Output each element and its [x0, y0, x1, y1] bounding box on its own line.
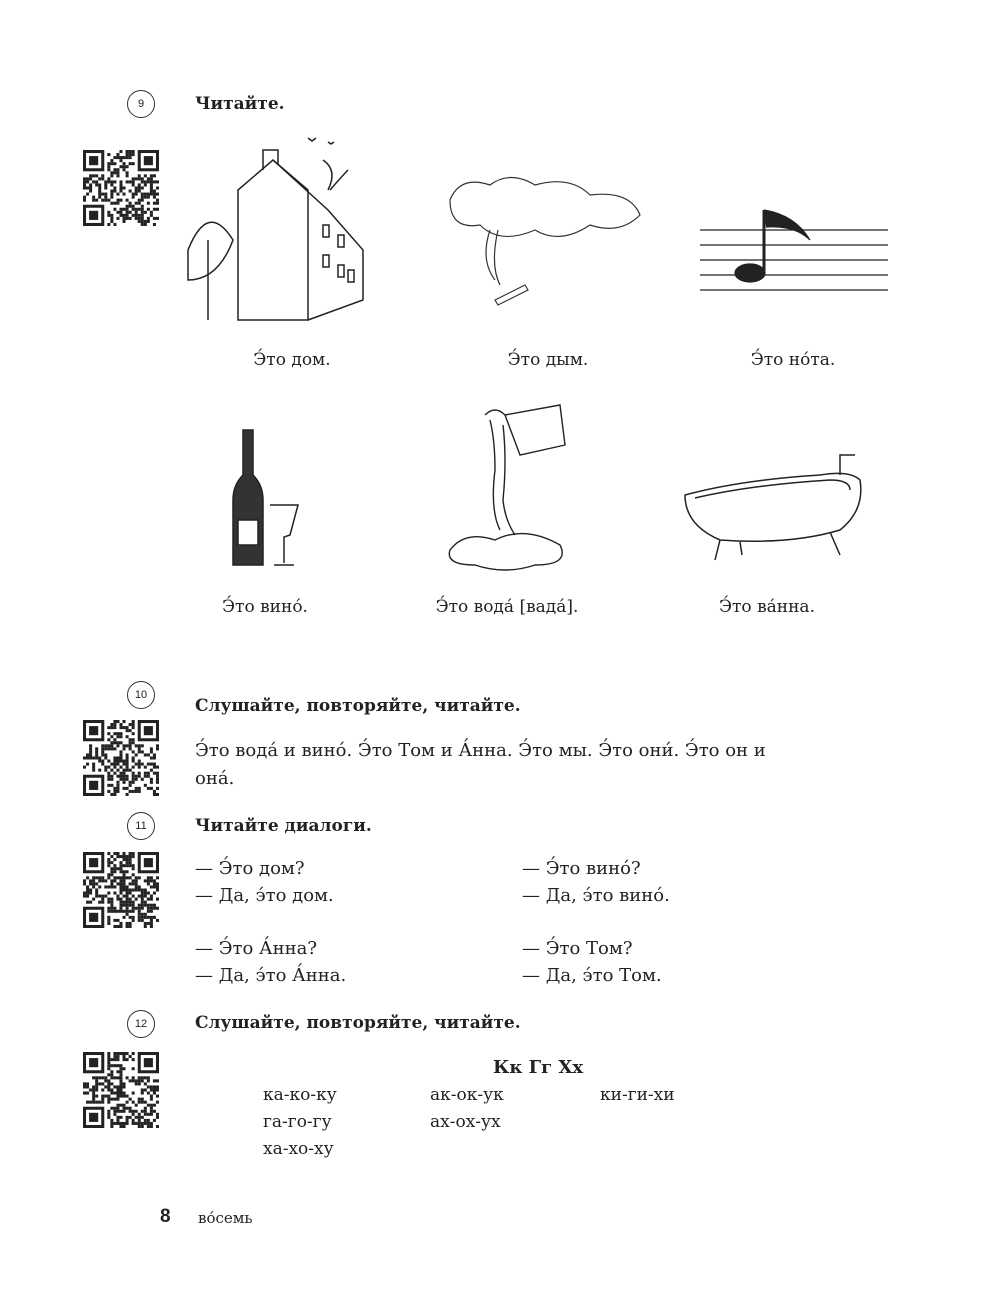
dialog-line: — Э́то А́нна?	[195, 938, 318, 959]
exercise-number: 11	[127, 812, 155, 840]
dialog-line: — Э́то Том?	[522, 938, 633, 959]
bathtub-illustration	[680, 450, 870, 565]
caption: Э́то вода́ [вада́].	[435, 597, 579, 617]
caption: Э́то но́та.	[750, 350, 836, 370]
page-number: 8	[160, 1206, 171, 1227]
qr-code[interactable]	[83, 720, 159, 796]
exercise-number: 12	[127, 1010, 155, 1038]
exercise-title: Читайте диалоги.	[195, 816, 372, 836]
letters-heading: Кк Гг Хх	[493, 1057, 584, 1078]
syllables: ах-ох-ух	[430, 1112, 501, 1132]
qr-code[interactable]	[83, 150, 159, 226]
qr-code[interactable]	[83, 852, 159, 928]
page-number-word: во́семь	[198, 1209, 253, 1227]
caption: Э́то дым.	[507, 350, 589, 370]
house-illustration	[178, 130, 373, 330]
dialog-line: — Э́то вино́?	[522, 858, 641, 879]
dialog-line: — Да, э́то вино́.	[522, 885, 670, 906]
musical-note-illustration	[700, 205, 890, 295]
syllables: ка-ко-ку	[263, 1085, 337, 1105]
wine-illustration	[228, 425, 303, 575]
exercise-text: она́.	[195, 768, 235, 789]
exercise-number: 10	[127, 681, 155, 709]
caption: Э́то вино́.	[222, 597, 308, 617]
syllables: га-го-гу	[263, 1112, 332, 1132]
smoke-illustration	[440, 170, 650, 310]
dialog-line: — Э́то дом?	[195, 858, 305, 879]
dialog-line: — Да, э́то Том.	[522, 965, 662, 986]
exercise-title: Слушайте, повторяйте, читайте.	[195, 1013, 521, 1033]
exercise-title: Слушайте, повторяйте, читайте.	[195, 696, 521, 716]
dialog-line: — Да, э́то А́нна.	[195, 965, 347, 986]
caption: Э́то ва́нна.	[719, 597, 815, 617]
caption: Э́то дом.	[253, 350, 331, 370]
exercise-title: Читайте.	[195, 94, 285, 114]
syllables: ак-ок-ук	[430, 1085, 504, 1105]
dialog-line: — Да, э́то дом.	[195, 885, 334, 906]
exercise-text: Э́то вода́ и вино́. Э́то Том и А́нна. Э́то мы. Э́то они́. Э́то он и	[195, 740, 766, 761]
exercise-number: 9	[127, 90, 155, 118]
syllables: ки-ги-хи	[600, 1085, 675, 1105]
syllables: ха-хо-ху	[263, 1139, 334, 1159]
water-pouring-illustration	[445, 400, 575, 575]
qr-code[interactable]	[83, 1052, 159, 1128]
